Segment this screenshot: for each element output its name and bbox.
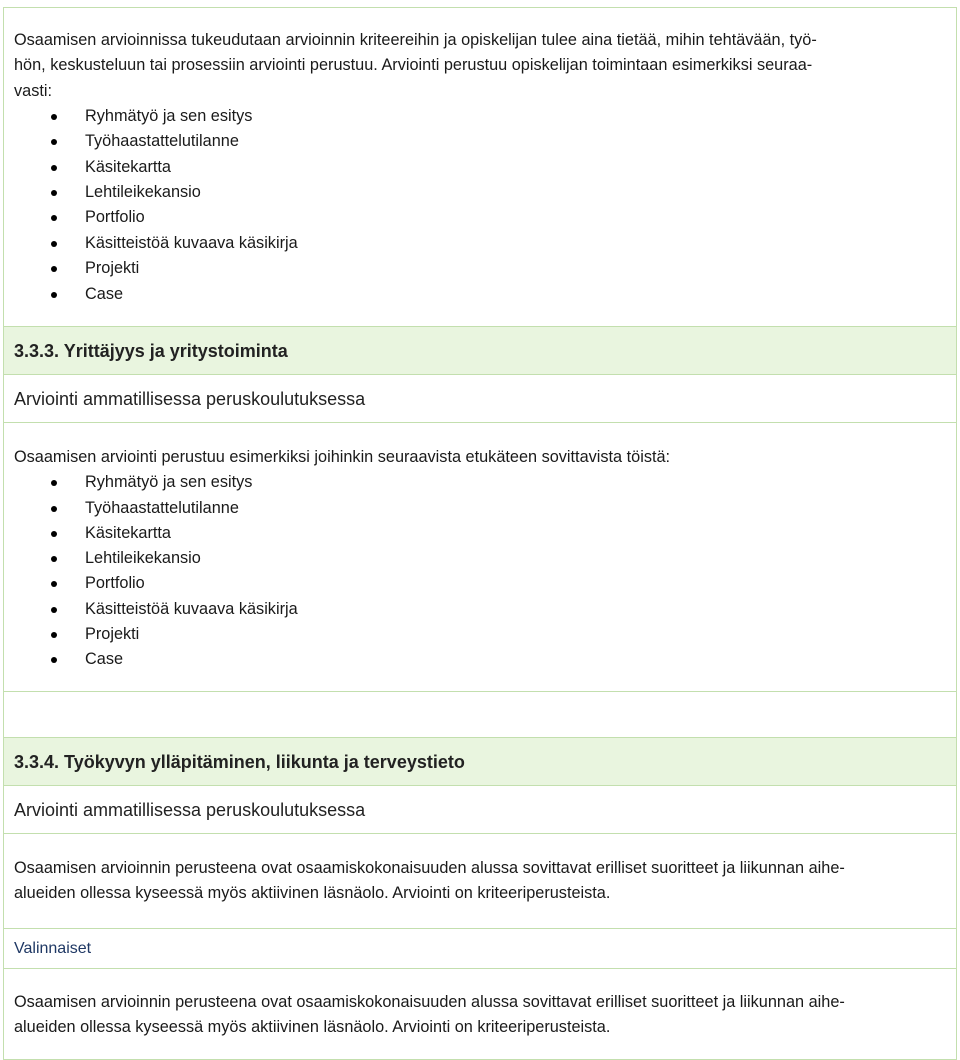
section-333-list	[14, 470, 946, 672]
intro-line: hön, keskusteluun tai prosessiin arviointi perustuu. Arviointi perustuu opiskelijan toimintaan esimerkiksi seuraa-	[14, 56, 813, 75]
list-item-text: Ryhmätyö ja sen esitys	[85, 473, 253, 492]
paragraph-line: alueiden ollessa kyseessä myös aktiivinen läsnäolo. Arviointi on kriteeriperusteista.	[14, 1018, 611, 1037]
list-item	[14, 256, 946, 281]
list-item-text: Case	[85, 284, 124, 303]
intro-line: vasti:	[14, 81, 53, 100]
list-item-text: Käsitteistöä kuvaava käsikirja	[85, 599, 298, 618]
bullet-icon	[51, 165, 57, 171]
list-item	[14, 104, 946, 129]
list-item-text: Projekti	[85, 259, 140, 278]
list-item-text: Työhaastattelutilanne	[85, 132, 239, 151]
bullet-icon	[51, 266, 57, 272]
list-item	[14, 205, 946, 230]
list-item	[14, 180, 946, 205]
bullet-icon	[51, 506, 57, 512]
valinnaiset-content	[4, 968, 956, 1059]
list-item-text: Portfolio	[85, 208, 145, 227]
list-item-text: Case	[85, 650, 124, 669]
list-item-text: Lehtileikekansio	[85, 549, 201, 568]
bullet-icon	[51, 292, 57, 298]
list-item-text: Käsitteistöä kuvaava käsikirja	[85, 233, 298, 252]
intro-line: Osaamisen arvioinnissa tukeudutaan arvioinnin kriteereihin ja opiskelijan tulee aina tietää, mihin tehtävään, työ-	[14, 31, 817, 49]
bullet-icon	[51, 215, 57, 221]
paragraph-line: Osaamisen arvioinnin perusteena ovat osaamiskokonaisuuden alussa sovittavat erilliset suoritteet ja liikunnan aihe-	[14, 993, 845, 1011]
bullet-icon	[51, 657, 57, 663]
prev-section-cell	[4, 8, 956, 326]
prev-section-list	[14, 104, 946, 307]
section-heading-333: 3.3.3. Yrittäjyys ja yritystoiminta	[4, 326, 956, 374]
list-item	[14, 546, 946, 571]
list-item	[14, 521, 946, 546]
list-item	[14, 282, 946, 307]
bullet-icon	[51, 190, 57, 196]
bullet-icon	[51, 241, 57, 247]
document-table	[3, 7, 957, 1060]
list-item	[14, 155, 946, 180]
list-item-text: Käsitekartta	[85, 157, 171, 176]
bullet-icon	[51, 114, 57, 120]
bullet-icon	[51, 139, 57, 145]
bullet-icon	[51, 480, 57, 486]
list-item	[14, 571, 946, 596]
bullet-icon	[51, 607, 57, 613]
list-item-text: Projekti	[85, 625, 140, 644]
list-item-text: Työhaastattelutilanne	[85, 498, 239, 517]
empty-row	[4, 691, 956, 737]
bullet-icon	[51, 531, 57, 537]
list-item	[14, 129, 946, 154]
section-334-content	[4, 833, 956, 928]
paragraph-line: Osaamisen arvioinnin perusteena ovat osaamiskokonaisuuden alussa sovittavat erilliset suoritteet ja liikunnan aihe-	[14, 859, 845, 877]
list-item-text: Portfolio	[85, 574, 145, 593]
valinnaiset-label: Valinnaiset	[4, 928, 956, 968]
list-item	[14, 597, 946, 622]
paragraph-line: alueiden ollessa kyseessä myös aktiivinen läsnäolo. Arviointi on kriteeriperusteista.	[14, 884, 611, 903]
list-item	[14, 231, 946, 256]
section-333-intro: Osaamisen arviointi perustuu esimerkiksi joihinkin seuraavista etukäteen sovittavista töistä:	[14, 448, 671, 466]
list-item	[14, 470, 946, 495]
prev-section-intro	[14, 28, 946, 104]
list-item-text: Lehtileikekansio	[85, 183, 201, 202]
bullet-icon	[51, 632, 57, 638]
bullet-icon	[51, 581, 57, 587]
section-subheading-333: Arviointi ammatillisessa peruskoulutuksessa	[4, 374, 956, 422]
list-item	[14, 496, 946, 521]
list-item	[14, 647, 946, 672]
bullet-icon	[51, 556, 57, 562]
list-item-text: Ryhmätyö ja sen esitys	[85, 106, 253, 125]
section-heading-334: 3.3.4. Työkyvyn ylläpitäminen, liikunta ja terveystieto	[4, 737, 956, 785]
list-item	[14, 622, 946, 647]
section-subheading-334: Arviointi ammatillisessa peruskoulutuksessa	[4, 785, 956, 833]
list-item-text: Käsitekartta	[85, 523, 171, 542]
section-333-content	[4, 422, 956, 691]
